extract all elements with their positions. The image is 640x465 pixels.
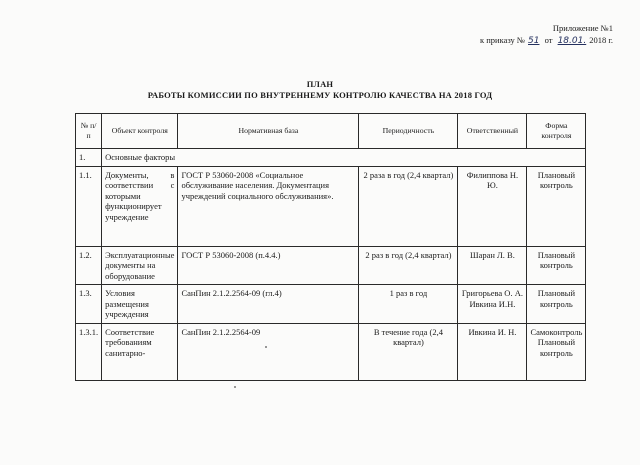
- table-row: [76, 246, 586, 285]
- table-row: [76, 166, 586, 246]
- cell-no: 1.2.: [76, 246, 102, 285]
- document-title: [0, 79, 640, 101]
- cell-form: Плановый контроль: [527, 285, 586, 324]
- cell-object: Эксплуатационные документы на оборудование: [102, 246, 178, 285]
- cell-base: СанПин 2.1.2.2564-09 (гл.4): [178, 285, 359, 324]
- header-responsible: Ответственный: [458, 114, 527, 149]
- cell-base: СанПин 2.1.2.2564-09: [178, 323, 359, 380]
- cell-responsible: Филиппова Н. Ю.: [458, 166, 527, 246]
- header-object: Объект контроля: [102, 114, 178, 149]
- appendix-header: [480, 23, 613, 47]
- section-title: Основные факторы: [102, 149, 586, 167]
- cell-form: Плановый контроль: [527, 166, 586, 246]
- header-no: № п/п: [76, 114, 102, 149]
- header-base: Нормативная база: [178, 114, 359, 149]
- section-no: 1.: [76, 149, 102, 167]
- order-prefix: к приказу №: [479, 35, 526, 45]
- cell-object: Условия размещения учреждения: [102, 285, 178, 324]
- cell-form: Самоконтроль Плановый контроль: [527, 323, 586, 380]
- scan-dot: [234, 386, 236, 388]
- cell-period: В течение года (2,4 квартал): [359, 323, 458, 380]
- order-reference: [480, 35, 613, 47]
- header-period: Периодичность: [359, 114, 458, 149]
- table-row: [76, 323, 586, 380]
- cell-no: 1.3.: [76, 285, 102, 324]
- cell-period: 2 раз в год (2,4 квартал): [359, 246, 458, 285]
- cell-base: ГОСТ Р 53060-2008 «Социальное обслуживание населения. Документация учреждений социального обслуживания».: [178, 166, 359, 246]
- cell-period: 1 раз в год: [359, 285, 458, 324]
- order-from: от: [544, 35, 553, 45]
- order-year: 2018 г.: [589, 35, 613, 45]
- header-form: Форма контроля: [527, 114, 586, 149]
- cell-base: ГОСТ Р 53060-2008 (п.4.4.): [178, 246, 359, 285]
- appendix-title: Приложение №1: [552, 23, 613, 33]
- cell-responsible: Шаран Л. В.: [458, 246, 527, 285]
- cell-no: 1.1.: [76, 166, 102, 246]
- cell-form: Плановый контроль: [527, 246, 586, 285]
- cell-period: 2 раза в год (2,4 квартал): [359, 166, 458, 246]
- table-row: [76, 285, 586, 324]
- title-line-1: ПЛАН: [306, 79, 334, 89]
- section-row: [76, 149, 586, 167]
- order-number: 51: [528, 36, 540, 46]
- order-date: 18.01.: [557, 36, 587, 46]
- cell-no: 1.3.1.: [76, 323, 102, 380]
- title-line-2: РАБОТЫ КОМИССИИ ПО ВНУТРЕННЕМУ КОНТРОЛЮ КАЧЕСТВА НА 2018 ГОД: [147, 90, 493, 100]
- cell-responsible: Григорьева О. А. Ивкина И.Н.: [458, 285, 527, 324]
- cell-responsible: Ивкина И. Н.: [458, 323, 527, 380]
- cell-object: Соответствие требованиям санитарно-: [102, 323, 178, 380]
- table-header-row: [76, 114, 586, 149]
- scan-dot: [265, 346, 267, 348]
- cell-object: Документы, в соответствии с которыми функционирует учреждение: [102, 166, 178, 246]
- plan-table: [75, 113, 586, 381]
